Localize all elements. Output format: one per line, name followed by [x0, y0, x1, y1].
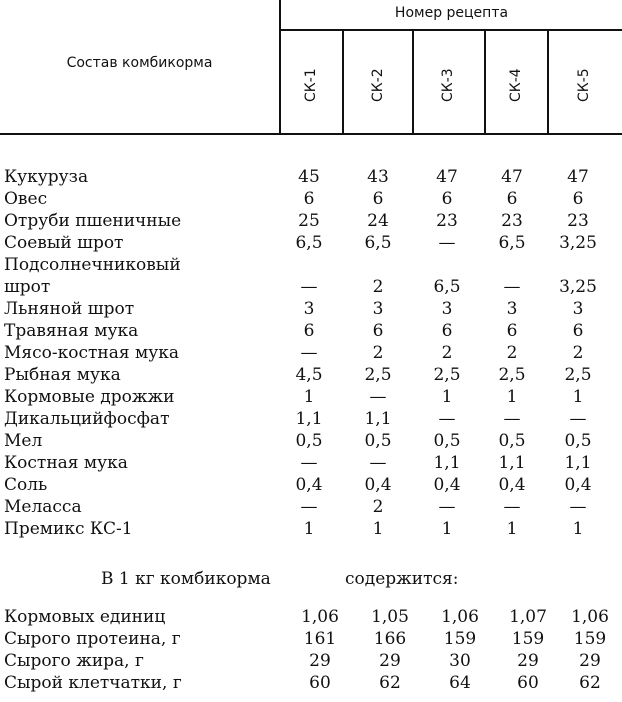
ingredient-row-value: 6: [506, 321, 518, 341]
ingredient-row: [0, 320, 622, 342]
ingredient-row-value: 23: [501, 211, 523, 231]
ingredient-row-value: —: [438, 233, 456, 253]
nutrition-row-value: 1,06: [441, 607, 479, 627]
ingredient-row-value: 1,1: [564, 453, 592, 473]
ingredient-row: [0, 232, 622, 254]
nutrition-row-value: 161: [303, 629, 337, 649]
ingredient-row-value: 6: [572, 321, 584, 341]
nutrition-row: [0, 650, 622, 672]
ingredient-row-value: —: [569, 497, 587, 517]
ingredient-row-value: —: [503, 497, 521, 517]
ingredient-row: [0, 408, 622, 430]
ingredient-row-value: —: [503, 409, 521, 429]
ingredient-row-value: 3: [506, 299, 518, 319]
ingredient-row-value: 6,5: [364, 233, 392, 253]
ingredient-row: [0, 342, 622, 364]
ingredient-row: [0, 254, 622, 276]
ingredient-row-value: 6: [441, 189, 453, 209]
nutrition-row-label: Сырой клетчатки, г: [4, 673, 182, 693]
ingredient-row-value: —: [569, 409, 587, 429]
ingredient-row-value: 3,25: [559, 233, 597, 253]
ingredient-row-value: 25: [298, 211, 320, 231]
ingredient-row-value: 2,5: [433, 365, 461, 385]
ingredient-row-label: Соевый шрот: [4, 233, 124, 253]
ingredient-row: [0, 430, 622, 452]
ingredient-row-value: 2: [372, 277, 384, 297]
nutrition-row-label: Кормовых единиц: [4, 607, 166, 627]
ingredient-row-value: —: [438, 497, 456, 517]
ingredient-row-value: —: [438, 409, 456, 429]
ingredient-row-value: 47: [501, 167, 523, 187]
ingredient-row-value: —: [300, 277, 318, 297]
nutrition-row-value: 1,06: [301, 607, 339, 627]
ingredient-row-label: Овес: [4, 189, 48, 209]
ingredient-row-value: 2: [372, 343, 384, 363]
ingredient-row-value: 3: [303, 299, 315, 319]
column-divider: [547, 31, 549, 133]
ingredient-row-value: 1: [441, 519, 453, 539]
ingredient-row-value: —: [503, 277, 521, 297]
ingredient-row-value: —: [300, 343, 318, 363]
ingredient-row-value: 6: [303, 321, 315, 341]
nutrition-row: [0, 628, 622, 650]
nutrition-row-value: 159: [573, 629, 607, 649]
ingredient-row-value: 43: [367, 167, 389, 187]
ingredient-row-value: 0,5: [498, 431, 526, 451]
ingredient-row-value: —: [300, 453, 318, 473]
ingredient-row-value: 2: [372, 497, 384, 517]
nutrition-row-value: 166: [373, 629, 407, 649]
ingredient-row-label: Премикс КС-1: [4, 519, 133, 539]
nutrition-row-value: 29: [579, 651, 601, 671]
ingredient-row: [0, 474, 622, 496]
ingredient-row-value: 6: [572, 189, 584, 209]
ingredient-row-value: 6: [506, 189, 518, 209]
nutrition-row-value: 1,05: [371, 607, 409, 627]
ingredient-row: [0, 166, 622, 188]
ingredient-row-value: 0,5: [364, 431, 392, 451]
nutrition-row-value: 60: [517, 673, 539, 693]
nutrition-title-part1: В 1 кг комбикорма: [101, 569, 271, 589]
ingredient-row-value: —: [300, 497, 318, 517]
ingredient-row-value: 2: [441, 343, 453, 363]
nutrition-row-value: 29: [517, 651, 539, 671]
ingredient-row-value: 6: [303, 189, 315, 209]
ingredient-row-value: 1,1: [295, 409, 323, 429]
nutrition-row-value: 62: [379, 673, 401, 693]
ingredient-row-label: Соль: [4, 475, 48, 495]
ingredient-row-value: 6: [372, 189, 384, 209]
ingredient-row-value: 6,5: [433, 277, 461, 297]
ingredient-row-value: 2: [506, 343, 518, 363]
ingredient-row-label: Костная мука: [4, 453, 128, 473]
nutrition-row-value: 29: [309, 651, 331, 671]
column-divider: [342, 31, 344, 133]
ingredient-row-value: 1,1: [498, 453, 526, 473]
ingredient-row-value: 3: [372, 299, 384, 319]
header-horizontal-rule: [280, 29, 622, 31]
ingredient-row-value: 0,5: [564, 431, 592, 451]
ingredient-row-value: 1,1: [433, 453, 461, 473]
ingredient-row-value: 1: [506, 387, 518, 407]
ingredient-row-value: 2,5: [364, 365, 392, 385]
column-divider: [484, 31, 486, 133]
ingredient-row-label: Подсолнечниковый: [4, 255, 181, 275]
ingredient-row-label: Рыбная мука: [4, 365, 121, 385]
ingredient-row: [0, 518, 622, 540]
nutrition-row-value: 29: [379, 651, 401, 671]
ingredient-row-value: 1: [372, 519, 384, 539]
ingredient-row-value: 2,5: [564, 365, 592, 385]
ingredient-row-label: Льняной шрот: [4, 299, 135, 319]
ingredient-row-label: Мясо-костная мука: [4, 343, 179, 363]
ingredient-row-value: 3: [441, 299, 453, 319]
ingredient-row-value: —: [369, 453, 387, 473]
ingredient-row-label: Кормовые дрожжи: [4, 387, 175, 407]
ingredient-row-value: 1: [572, 519, 584, 539]
ingredient-row-value: 1: [441, 387, 453, 407]
ingredient-row-value: 2,5: [498, 365, 526, 385]
nutrition-row-value: 62: [579, 673, 601, 693]
ingredient-row-value: 1,1: [364, 409, 392, 429]
nutrition-row-value: 30: [449, 651, 471, 671]
ingredient-row-value: 6,5: [498, 233, 526, 253]
ingredient-row-value: 0,5: [295, 431, 323, 451]
ingredient-row-value: 1: [303, 387, 315, 407]
ingredient-row-value: 47: [567, 167, 589, 187]
ingredient-row: [0, 452, 622, 474]
ingredient-row-label: шрот: [4, 277, 51, 297]
ingredient-row-value: 4,5: [295, 365, 323, 385]
ingredient-row-label: Дикальцийфосфат: [4, 409, 170, 429]
recipe-group-header: Номер рецепта: [394, 5, 509, 21]
nutrition-title-part2: содержится:: [345, 569, 459, 589]
ingredient-row: [0, 276, 622, 298]
ingredient-row-value: 45: [298, 167, 320, 187]
ingredient-row-label: Меласса: [4, 497, 82, 517]
ingredient-row-label: Отруби пшеничные: [4, 211, 182, 231]
ingredient-row-label: Мел: [4, 431, 43, 451]
ingredient-row-value: 24: [367, 211, 389, 231]
ingredient-row-value: 6: [441, 321, 453, 341]
ingredient-row-value: 0,4: [564, 475, 592, 495]
nutrition-row: [0, 672, 622, 694]
ingredient-row-label: Травяная мука: [4, 321, 139, 341]
ingredient-row-label: Кукуруза: [4, 167, 89, 187]
ingredient-row-value: 0,4: [498, 475, 526, 495]
nutrition-row-value: 64: [449, 673, 471, 693]
ingredient-row-value: 0,4: [295, 475, 323, 495]
composition-column-header: Состав комбикорма: [66, 55, 213, 71]
nutrition-row-label: Сырого протеина, г: [4, 629, 181, 649]
ingredient-row-value: 6,5: [295, 233, 323, 253]
ingredient-row-value: —: [369, 387, 387, 407]
ingredient-row-value: 1: [572, 387, 584, 407]
ingredient-row: [0, 386, 622, 408]
ingredient-row: [0, 210, 622, 232]
nutrition-row-value: 159: [443, 629, 477, 649]
nutrition-row: [0, 606, 622, 628]
nutrition-row-value: 1,07: [509, 607, 547, 627]
ingredient-row-value: 6: [372, 321, 384, 341]
ingredient-row: [0, 188, 622, 210]
ingredient-row-value: 0,4: [364, 475, 392, 495]
ingredient-row-value: 3: [572, 299, 584, 319]
ingredient-row-value: 47: [436, 167, 458, 187]
header-bottom-rule: [0, 133, 622, 135]
nutrition-row-value: 1,06: [571, 607, 609, 627]
ingredient-row-value: 3,25: [559, 277, 597, 297]
ingredient-row-value: 0,5: [433, 431, 461, 451]
ingredient-row-value: 1: [303, 519, 315, 539]
ingredient-row-value: 23: [567, 211, 589, 231]
nutrition-row-label: Сырого жира, г: [4, 651, 144, 671]
ingredient-row: [0, 298, 622, 320]
ingredient-row-value: 2: [572, 343, 584, 363]
column-divider: [412, 31, 414, 133]
feed-recipe-table-page: Состав комбикорма Номер рецепта СК-1 СК-2 СК-3 СК-4 СК-5 Кукуруза 45 43 47 47 47 Овес 6 6 6 6 6 Отруби пшеничные 25 24 23 23 23 Соевый шрот 6,5 6,5 — 6,5 3,25 Подсолнечниковый шрот — 2 6,5 — 3,25 Льняной шрот 3 3 3 3 3 Травяная мука 6 6 6 6 6 Мясо-костная мука — 2 2 2 2 Рыбная мука 4,5 2,5 2,5 2,5 2,5 Кормовые дрожжи 1 — 1 1 1 Дикальцийфосфат 1,1 1,1 — — — Мел 0,5 0,5 0,5 0,5 0,5 Костная мука — — 1,1 1,1 1,1 Соль 0,4 0,4 0,4 0,4 0,4 Меласса — 2 — — — Премикс КС-1 1 1 1 1 1 В 1 кг комбикорма содержится: Кормовых единиц 1,06 1,05 1,06 1,07 1,06 Сырого протеина, г 161 166 159 159 159 Сырого жира, г 29 29 30 29 29 Сырой клетчатки, г 60 62 64 60 62: [0, 0, 622, 702]
ingredient-row-value: 23: [436, 211, 458, 231]
nutrition-row-value: 159: [511, 629, 545, 649]
ingredient-row: [0, 496, 622, 518]
nutrition-row-value: 60: [309, 673, 331, 693]
ingredient-row: [0, 364, 622, 386]
ingredient-row-value: 1: [506, 519, 518, 539]
ingredient-row-value: 0,4: [433, 475, 461, 495]
